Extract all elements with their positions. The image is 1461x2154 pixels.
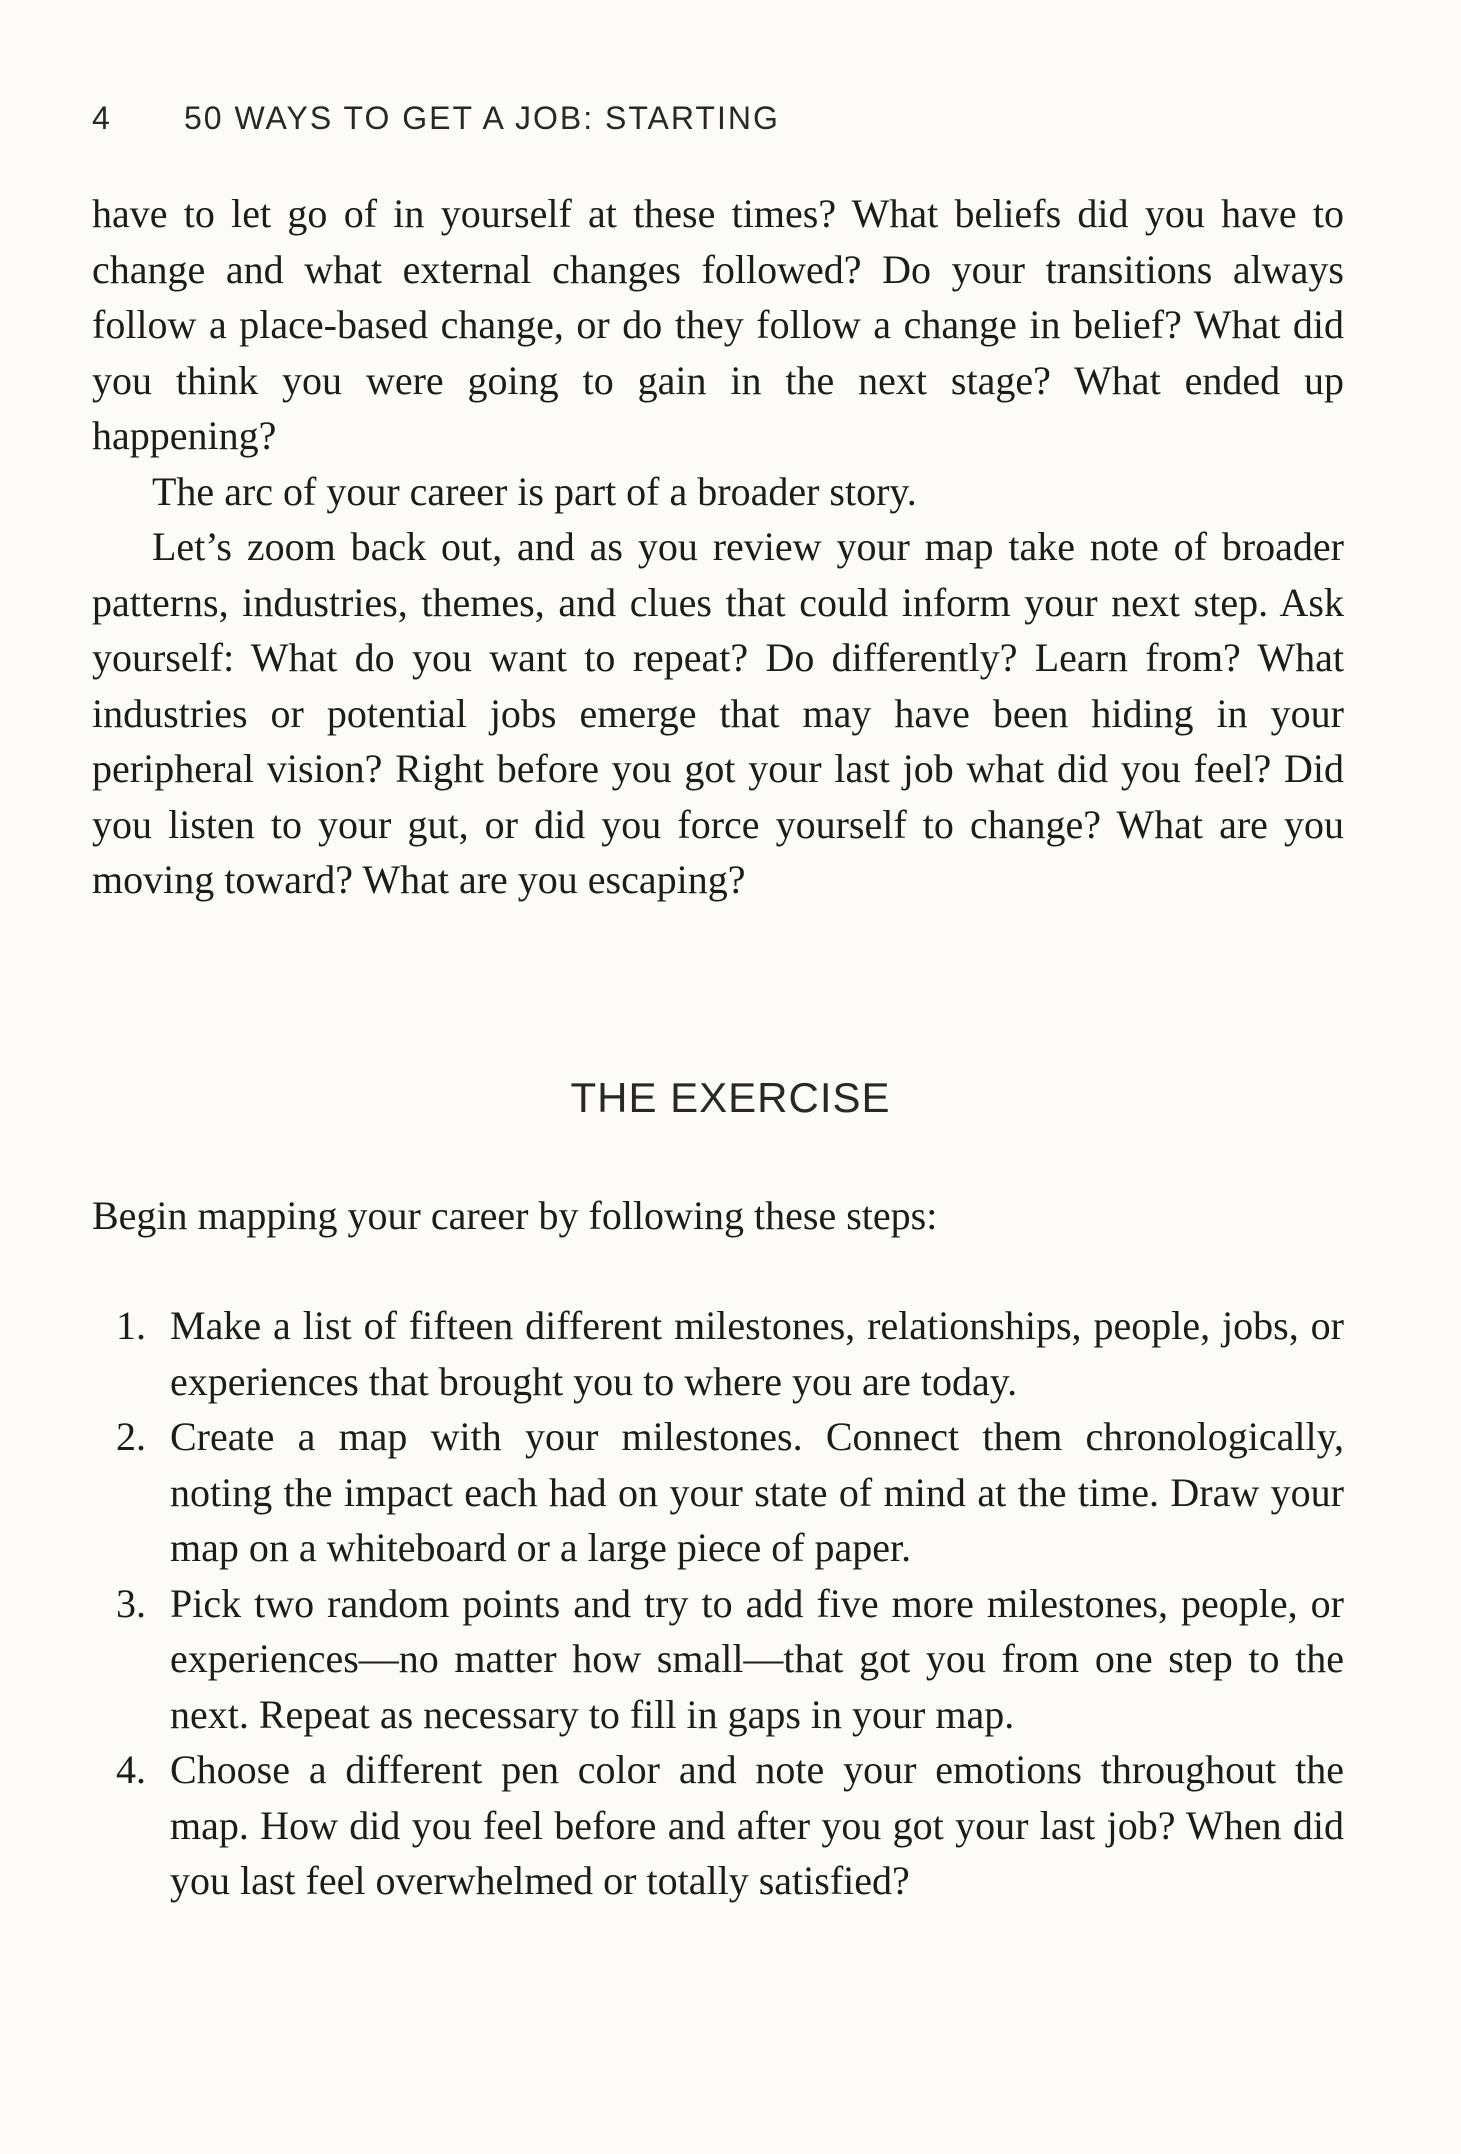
exercise-intro-block	[92, 1188, 1344, 1244]
list-item	[92, 1409, 1344, 1576]
list-item	[92, 1742, 1344, 1909]
list-item	[92, 1298, 1344, 1409]
paragraph-arc: The arc of your career is part of a broader story.	[152, 468, 917, 514]
section-heading: THE EXERCISE	[570, 1074, 891, 1121]
exercise-intro: Begin mapping your career by following these steps:	[92, 1193, 938, 1238]
step-text: Pick two random points and try to add five more milestones, people, or experiences—no matter how small—that got you from one step to the next. Repeat as necessary to fill in gaps in your map.	[170, 1580, 1344, 1737]
step-number: 4.	[116, 1747, 146, 1792]
step-number: 3.	[116, 1580, 146, 1626]
exercise-steps-list	[92, 1298, 1344, 1909]
step-text: Choose a different pen color and note your emotions throughout the map. How did you feel before and after you got your last job? When did you last feel overwhelmed or totally satisfied?	[170, 1747, 1344, 1903]
paragraph-continued: have to let go of in yourself at these times? What beliefs did you have to change and what external changes followed? Do your transitions always follow a place-based change, or do they follow a change in belief? What did you think you were going to gain in the next stage? What ended up happening?	[92, 191, 1344, 458]
step-number: 2.	[116, 1414, 146, 1459]
step-text: Make a list of fifteen different milestones, relationships, people, jobs, or experiences that brought you to where you are today.	[170, 1303, 1344, 1404]
page-number: 4	[92, 100, 112, 136]
step-text: Create a map with your milestones. Connect them chronologically, noting the impact each had on your state of mind at the time. Draw your map on a whiteboard or a large piece of paper.	[170, 1414, 1344, 1570]
paragraph-zoom-out: Let’s zoom back out, and as you review your map take note of broader patterns, industries, themes, and clues that could inform your next step. Ask yourself: What do you want to repeat? Do differently? Learn from? What industries or potential jobs emerge that may have been hiding in your peripheral vision? Right before you got your last job what did you feel? Did you listen to your gut, or did you force yourself to change? What are you moving toward? What are you escaping?	[92, 524, 1344, 902]
body-text	[92, 186, 1344, 908]
list-item	[92, 1576, 1344, 1743]
running-head	[92, 100, 780, 137]
step-number: 1.	[116, 1303, 146, 1348]
running-title: 50 WAYS TO GET A JOB: STARTING	[184, 100, 780, 136]
